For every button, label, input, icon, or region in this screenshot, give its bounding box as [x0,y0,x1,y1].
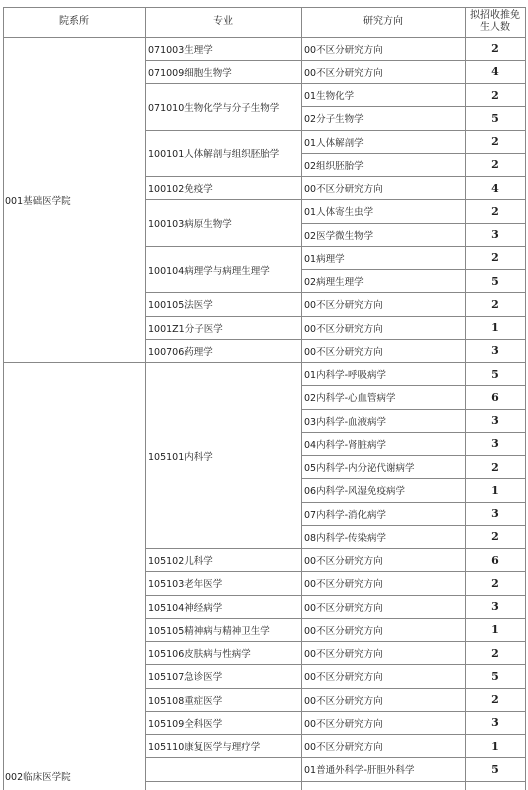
major-cell: 105108重症医学 [148,695,223,707]
header-dept: 院系所 [59,16,89,27]
direction-cell: 02组织胚胎学 [304,160,364,172]
major-cell: 105101内科学 [148,451,213,463]
v-rule [3,7,4,790]
direction-cell: 00不区分研究方向 [304,718,383,730]
direction-cell: 00不区分研究方向 [304,556,383,568]
quota-cell: 1 [491,739,499,753]
dept-cell: 002临床医学院 [5,772,71,783]
quota-cell: 4 [491,65,499,79]
direction-cell: 00不区分研究方向 [304,346,383,358]
major-cell: 100103病原生物学 [148,219,232,230]
direction-cell: 00不区分研究方向 [304,602,383,614]
v-rule [525,7,526,790]
quota-cell: 6 [491,390,499,404]
quota-cell: 3 [491,716,499,730]
direction-cell: 00不区分研究方向 [304,300,383,312]
quota-cell: 5 [491,762,499,776]
major-cell: 1001Z1分子医学 [148,323,223,335]
direction-cell: 01人体解剖学 [304,137,364,149]
direction-cell: 04内科学-肾脏病学 [304,439,387,451]
direction-cell: 02病理生理学 [304,277,364,289]
quota-cell: 2 [491,297,499,311]
quota-cell: 2 [491,204,499,218]
dept-cell: 001基础医学院 [5,195,71,207]
major-cell: 071009细胞生物学 [148,67,232,79]
quota-cell: 5 [491,669,499,683]
major-cell: 105106皮肤病与性病学 [148,649,251,661]
header-major: 专业 [213,16,233,27]
quota-cell: 6 [491,553,499,567]
quota-cell: 2 [491,42,499,56]
quota-cell: 2 [491,460,499,474]
header-direction: 研究方向 [363,16,403,27]
v-rule [301,7,302,790]
direction-cell: 00不区分研究方向 [304,742,383,754]
direction-cell: 00不区分研究方向 [304,579,383,591]
major-cell: 100101人体解剖与组织胚胎学 [148,149,280,161]
major-cell: 105105精神病与精神卫生学 [148,625,270,637]
direction-cell: 07内科学-消化病学 [304,509,387,521]
direction-cell: 00不区分研究方向 [304,323,383,335]
quota-cell: 2 [491,576,499,590]
direction-cell: 00不区分研究方向 [304,649,383,661]
major-cell: 071003生理学 [148,44,213,56]
v-rule [465,7,466,790]
direction-cell: 00不区分研究方向 [304,695,383,707]
major-cell: 105110康复医学与理疗学 [148,742,261,754]
h-rule [145,781,302,782]
direction-cell: 00不区分研究方向 [304,67,383,79]
direction-cell: 00不区分研究方向 [304,44,383,56]
h-rule [3,7,526,8]
direction-cell: 01普通外科学-肝胆外科学 [304,765,415,777]
quota-cell: 3 [491,414,499,428]
direction-cell: 00不区分研究方向 [304,625,383,637]
h-rule [3,362,146,363]
major-cell: 100102免疫学 [148,184,213,196]
h-rule [301,781,526,782]
quota-cell: 3 [491,507,499,521]
major-cell: 100105法医学 [148,300,213,312]
major-cell: 105103老年医学 [148,579,223,591]
major-cell: 105104神经病学 [148,602,223,614]
major-cell: 105102儿科学 [148,556,213,568]
v-rule [145,7,146,790]
admission-quota-table [3,7,525,790]
direction-cell: 01生物化学 [304,91,355,103]
major-cell: 105109全科医学 [148,718,223,730]
major-cell: 100104病理学与病理生理学 [148,265,270,277]
quota-cell: 5 [491,367,499,381]
major-cell: 100706药理学 [148,346,213,358]
direction-cell: 01人体寄生虫学 [304,207,374,219]
quota-cell: 2 [491,530,499,544]
quota-cell: 2 [491,693,499,707]
quota-cell: 2 [491,158,499,172]
quota-cell: 3 [491,437,499,451]
quota-cell: 1 [491,623,499,637]
direction-cell: 02分子生物学 [304,114,364,126]
quota-cell: 2 [491,88,499,102]
major-cell: 105107急诊医学 [148,672,223,684]
direction-cell: 05内科学-内分泌代谢病学 [304,463,415,475]
quota-cell: 2 [491,251,499,265]
quota-cell: 5 [491,111,499,125]
quota-cell: 3 [491,600,499,614]
direction-cell: 01内科学-呼吸病学 [304,370,387,382]
quota-cell: 5 [491,274,499,288]
major-cell: 071010生物化学与分子生物学 [148,102,280,114]
quota-cell: 2 [491,646,499,660]
direction-cell: 06内科学-风湿免疫病学 [304,486,406,498]
direction-cell: 08内科学-传染病学 [304,532,387,544]
major-cell [146,758,301,781]
direction-cell: 00不区分研究方向 [304,184,383,196]
quota-cell: 1 [491,321,499,335]
quota-cell: 3 [491,228,499,242]
direction-cell: 02医学微生物学 [304,230,374,242]
quota-cell: 3 [491,344,499,358]
header-quota: 拟招收推免生人数 [470,10,520,33]
quota-cell: 4 [491,181,499,195]
direction-cell: 03内科学-血液病学 [304,416,387,428]
quota-cell: 1 [491,483,499,497]
direction-cell: 01病理学 [304,253,345,265]
direction-cell: 00不区分研究方向 [304,672,383,684]
quota-cell: 2 [491,135,499,149]
direction-cell: 02内科学-心血管病学 [304,393,396,405]
